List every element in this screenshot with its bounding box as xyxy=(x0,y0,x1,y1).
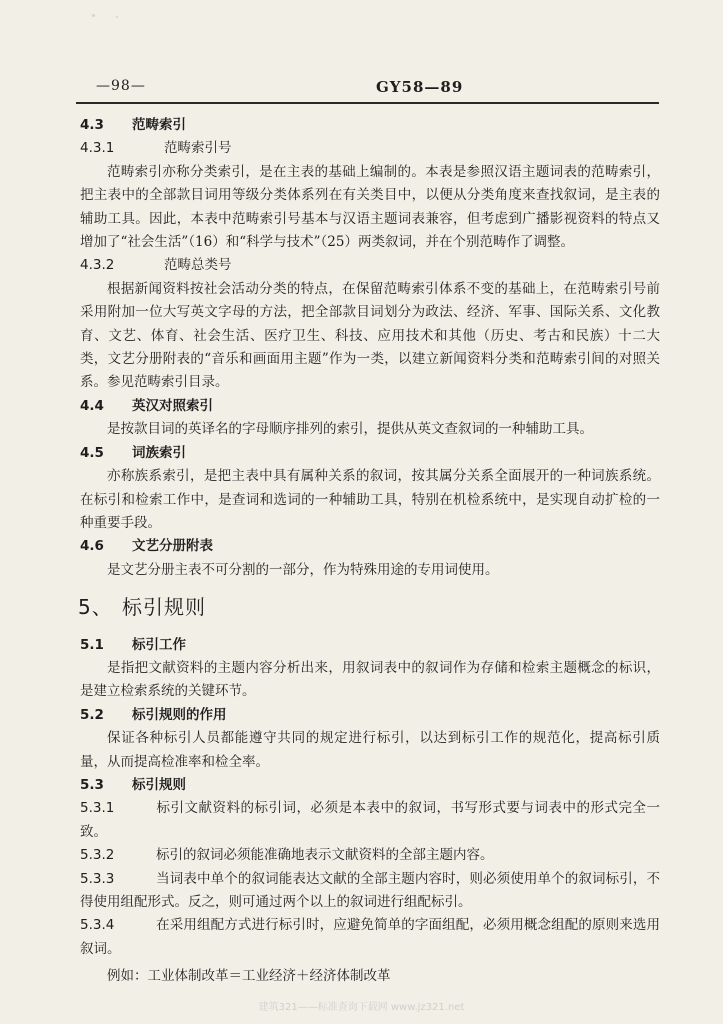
rule-number: 5.3.4 xyxy=(80,917,115,934)
header-rule xyxy=(76,102,659,104)
rule-item xyxy=(80,914,660,961)
section-number: 5.2 xyxy=(80,706,104,723)
section-title: 英汉对照索引 xyxy=(132,397,213,414)
rule-text: 标引的叙词必须能准确地表示文献资料的全部主题内容。 xyxy=(156,847,494,864)
section-title: 文艺分册附表 xyxy=(132,538,213,555)
subsection-number: 4.3.2 xyxy=(80,257,115,274)
rule-text: 在采用组配方式进行标引时，应避免简单的字面组配，必须用概念组配的原则来选用叙词。 xyxy=(80,917,660,957)
paragraph: 保证各种标引人员都能遵守共同的规定进行标引，以达到标引工作的规范化，提高标引质量，从而提高检准率和检全率。 xyxy=(80,730,660,770)
page-header xyxy=(76,78,653,100)
subsection-heading xyxy=(80,137,660,160)
example-line: 例如：工业体制改革＝工业经济＋经济体制改革 xyxy=(107,968,391,985)
section-title: 标引工作 xyxy=(132,636,186,653)
section-number: 4.4 xyxy=(80,397,104,414)
section-heading xyxy=(80,395,660,418)
section-heading xyxy=(80,704,660,727)
section-heading xyxy=(80,634,660,657)
rule-number: 5.3.2 xyxy=(80,847,115,864)
subsection-number: 4.3.1 xyxy=(80,140,115,157)
section-number: 5.1 xyxy=(80,636,104,653)
section-title: 标引规则 xyxy=(132,776,186,793)
standard-code: GY58—89 xyxy=(376,78,464,96)
document-body xyxy=(80,114,660,989)
section-title: 标引规则的作用 xyxy=(132,706,227,723)
rule-item xyxy=(80,844,660,867)
watermark: 建筑321——标准查询下载网 www.jz321.net xyxy=(258,1002,465,1013)
paragraph: 是按款目词的英译名的字母顺序排列的索引，提供从英文查叙词的一种辅助工具。 xyxy=(107,421,593,438)
section-heading xyxy=(80,774,660,797)
rule-text: 标引文献资料的标引词，必须是本表中的叙词，书写形式要与词表中的形式完全一致。 xyxy=(80,800,660,840)
section-title: 范畴索引 xyxy=(132,117,186,133)
section-number: 5.3 xyxy=(80,776,104,793)
chapter-heading xyxy=(78,596,660,619)
paragraph: 是指把文献资料的主题内容分析出来，用叙词表中的叙词作为存储和检索主题概念的标识，是建立检索系统的关键环节。 xyxy=(80,659,660,700)
scan-speck xyxy=(92,14,95,17)
rule-number: 5.3.3 xyxy=(80,870,115,887)
rule-text: 当词表中单个的叙词能表达文献的全部主题内容时，则必须使用单个的叙词标引，不得使用组配形式。反之，则可通过两个以上的叙词进行组配标引。 xyxy=(80,870,660,910)
chapter-title: 标引规则 xyxy=(122,595,206,620)
page-number: —98— xyxy=(96,78,146,94)
section-number: 4.3 xyxy=(80,117,104,133)
section-number: 4.6 xyxy=(80,538,104,555)
section-heading xyxy=(80,442,660,465)
paragraph: 范畴索引亦称分类索引，是在主表的基础上编制的。本表是参照汉语主题词表的范畴索引，把主表中的全部款目词用等级分类体系列在有关类目中，以便从分类角度来查找叙词，是主表的辅助工具。因此，本表中范畴索引号基本与汉语主题词表兼容，但考虑到广播影视资料的特点又增加了“社会生活”（16）和“科学与技术”（25）两类叙词，并在个别范畴作了调整。 xyxy=(80,163,660,251)
paragraph: 是文艺分册主表不可分割的一部分，作为特殊用途的专用词使用。 xyxy=(107,561,499,578)
rule-item xyxy=(80,797,660,844)
rule-item xyxy=(80,868,660,915)
chapter-number: 5、 xyxy=(78,595,113,620)
rule-number: 5.3.1 xyxy=(80,800,115,817)
section-number: 4.5 xyxy=(80,444,104,461)
paragraph: 亦称族系索引，是把主表中具有属种关系的叙词，按其属分关系全面展开的一种词族系统。在标引和检索工作中，是查词和选词的一种辅助工具，特别在机检系统中，是实现自动扩检的一种重要手段。 xyxy=(80,468,660,531)
section-heading xyxy=(80,535,660,558)
subsection-title: 范畴索引号 xyxy=(164,140,232,157)
subsection-title: 范畴总类号 xyxy=(164,257,232,274)
subsection-heading xyxy=(80,254,660,277)
scan-speck xyxy=(116,16,118,18)
section-title: 词族索引 xyxy=(132,444,186,461)
section-heading xyxy=(80,114,660,137)
paragraph: 根据新闻资料按社会活动分类的特点，在保留范畴索引体系不变的基础上，在范畴索引号前采用附加一位大写英文字母的方法，把全部款目词划分为政法、经济、军事、国际关系、文化教育、文艺、体育、社会生活、医疗卫生、科技、应用技术和其他（历史、考古和民族）十二大类，文艺分册附表的“音乐和画面用主题”作为一类，以建立新闻资料分类和范畴索引间的对照关系。参见范畴索引目录。 xyxy=(80,280,660,391)
